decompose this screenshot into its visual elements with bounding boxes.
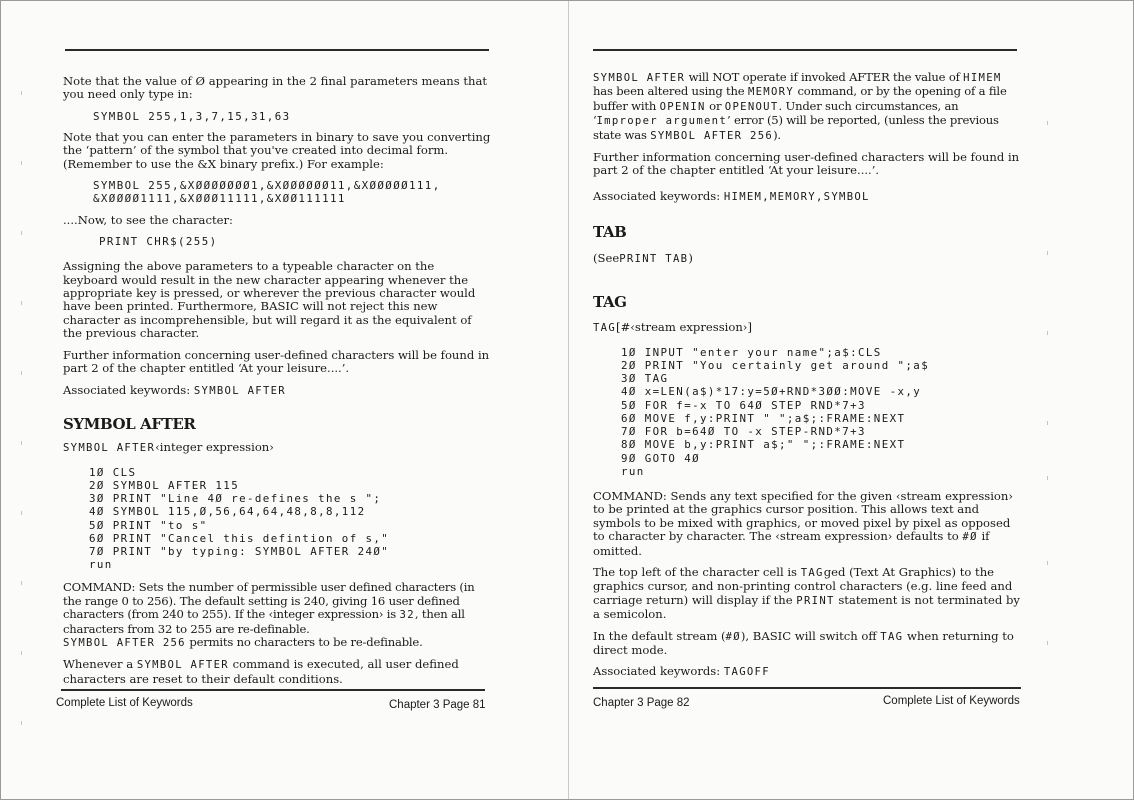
code-line: &XØØØØ1111,&XØØØ11111,&XØØ111111	[93, 192, 346, 206]
text: command, or by the opening of a file buffer with	[593, 84, 1007, 113]
text: ’ error (5) will be reported, (unless the previous state was	[593, 113, 999, 142]
paragraph: Further information concerning user-defined characters will be found in part 2 of the chapter entitled ‘At your leisure....’.	[593, 150, 1020, 178]
right-page-content	[593, 71, 1021, 688]
inline-keyword: SYMBOL AFTER 256	[650, 129, 774, 142]
assoc-keywords: TAGOFF	[723, 666, 770, 679]
text: In the default stream (	[593, 628, 726, 643]
footer-title: Complete List of Keywords	[56, 697, 193, 709]
text: ), BASIC will switch off	[740, 628, 881, 643]
section-heading: TAG	[593, 293, 627, 312]
inline-keyword: PRINT TAB	[619, 252, 689, 265]
inline-keyword: Improper argument	[596, 115, 728, 128]
scan-mark	[21, 651, 22, 655]
paragraph	[593, 71, 1021, 143]
scan-mark	[21, 301, 22, 305]
text: if omitted.	[593, 529, 990, 558]
code-line: SYMBOL 255,&XØØØØØØØ1,&XØØØØØØ11,&XØØØØØ111,	[93, 179, 441, 193]
text: (See	[593, 250, 620, 265]
text: . Under such circumstances, an ‘	[593, 98, 959, 128]
text: , then all characters from 32 to 255 are re-definable.	[63, 607, 465, 636]
code-line: 6Ø PRINT "Cancel this defintion of s,"	[89, 531, 390, 545]
inline-keyword: SYMBOL AFTER 256	[63, 636, 186, 649]
associated-keywords	[593, 190, 1021, 204]
inline-keyword: TAG	[800, 566, 824, 579]
syntax-param: ‹integer expression›	[155, 440, 274, 455]
syntax-keyword: TAG	[593, 322, 617, 335]
text: ).	[773, 127, 781, 142]
text: ged (Text At Graphics) to the graphics cursor, and non-printing control characters (e.g. line feed and carriage return) will display if the	[593, 564, 1013, 607]
syntax-keyword: SYMBOL AFTER	[63, 442, 156, 455]
assoc-label: Associated keywords:	[63, 382, 191, 397]
code-line: 3Ø TAG	[621, 372, 669, 386]
text: )	[688, 250, 693, 265]
code-line: run	[621, 464, 645, 478]
footer-page-number: Chapter 3 Page 81	[389, 699, 486, 711]
inline-keyword: SYMBOL AFTER	[136, 659, 229, 672]
scan-mark	[21, 511, 22, 515]
paragraph: Further information concerning user-defined characters will be found in part 2 of the chapter entitled ‘At your leisure....’.	[63, 347, 490, 376]
top-rule	[593, 49, 1017, 51]
inline-keyword: #Ø	[725, 630, 741, 643]
text: or	[705, 98, 725, 113]
assoc-label: Associated keywords:	[593, 664, 721, 679]
assoc-label: Associated keywords:	[593, 188, 721, 203]
section-heading: TAB	[593, 223, 627, 242]
scan-mark	[21, 161, 22, 165]
text: will NOT operate if invoked AFTER the value of	[685, 70, 964, 84]
text: command is executed, all user defined characters are reset to their default conditions.	[63, 657, 459, 686]
footer-page-number: Chapter 3 Page 82	[593, 697, 690, 709]
inline-keyword: #Ø	[962, 531, 978, 544]
code-line: 1Ø INPUT "enter your name";a$:CLS	[621, 345, 882, 359]
code-line: 7Ø PRINT "by typing: SYMBOL AFTER 24Ø"	[89, 544, 390, 558]
code-line: 2Ø PRINT "You certainly get around ";a$	[621, 359, 930, 373]
code-line: 6Ø MOVE f,y:PRINT " ";a$;:FRAME:NEXT	[621, 411, 906, 425]
code-line: 4Ø x=LEN(a$)*17:y=5Ø+RND*3ØØ:MOVE -x,y	[621, 385, 922, 399]
paragraph	[63, 658, 491, 686]
code-line: 5Ø FOR f=-x TO 64Ø STEP RND*7+3	[621, 398, 866, 412]
see-also	[593, 252, 1021, 266]
inline-keyword: OPENIN	[659, 100, 706, 113]
scan-mark	[1047, 641, 1048, 645]
syntax-line	[63, 441, 491, 455]
text: COMMAND: Sends any text specified for the given ‹stream expression› to be printed at the graphics cursor position. This allows text and symbols to be mixed with graphics, or moved pixel by pixel as opposed to character by character. The ‹stream expression› defaults to	[593, 488, 1014, 544]
code-line: 7Ø FOR b=64Ø TO -x STEP-RND*7+3	[621, 425, 866, 439]
paragraph	[63, 581, 491, 650]
inline-keyword: HIMEM	[963, 72, 1002, 84]
bottom-rule	[61, 689, 485, 691]
paragraph	[593, 630, 1021, 658]
code-line: 2Ø SYMBOL AFTER 115	[89, 478, 240, 492]
inline-keyword: SYMBOL AFTER	[593, 72, 686, 84]
text: permits no characters to be re-definable.	[185, 634, 423, 649]
text: Whenever a	[63, 657, 134, 672]
paragraph: Note that you can enter the parameters in binary to save you converting the ‘pattern’ of the symbol that you've created into decimal form. (Remember to use the &X binary prefix.) For example:	[63, 130, 491, 171]
code-line: 9Ø GOTO 4Ø	[621, 451, 701, 465]
syntax-line	[593, 321, 1021, 335]
inline-keyword: MEMORY	[747, 86, 795, 99]
scan-mark	[21, 581, 22, 585]
bottom-rule	[593, 687, 1021, 689]
scan-mark	[1047, 121, 1048, 125]
code-line: run	[89, 558, 113, 572]
inline-value: 32	[399, 609, 415, 622]
code-block	[93, 179, 491, 205]
paragraph	[593, 566, 1021, 622]
section-heading: SYMBOL AFTER	[63, 414, 196, 433]
scan-mark	[1047, 331, 1048, 335]
scan-mark	[1047, 251, 1048, 255]
associated-keywords	[593, 665, 1021, 679]
text: The top left of the character cell is	[593, 564, 801, 579]
paragraph	[593, 490, 1021, 558]
code-line: SYMBOL 255,1,3,7,15,31,63	[93, 109, 291, 123]
code-line: 4Ø SYMBOL 115,Ø,56,64,64,48,8,8,112	[89, 505, 366, 519]
inline-keyword: PRINT	[796, 594, 835, 607]
scan-mark	[1047, 561, 1048, 565]
left-page	[1, 1, 567, 799]
code-line: 3Ø PRINT "Line 4Ø re-defines the s ";	[89, 492, 382, 506]
right-page	[569, 1, 1133, 799]
paragraph: ....Now, to see the character:	[63, 212, 233, 227]
scan-mark	[21, 231, 22, 235]
code-line: PRINT CHR$(255)	[99, 235, 218, 249]
scan-mark	[21, 91, 22, 95]
text: statement is not terminated by a semicolon.	[593, 592, 1020, 622]
scan-mark	[21, 721, 22, 725]
scan-mark	[1047, 476, 1048, 480]
scan-mark	[21, 371, 22, 375]
text: COMMAND: Sets the number of permissible user defined characters (in the range 0 to 256). The default setting is 240, giving 16 user defined characters (from 240 to 255). If the ‹integer expression› is	[63, 580, 475, 622]
footer-title: Complete List of Keywords	[883, 695, 1020, 707]
code-line: 5Ø PRINT "to s"	[89, 518, 208, 532]
code-listing	[621, 346, 1021, 478]
paragraph: Note that the value of Ø appearing in the 2 final parameters means that you need only type in:	[63, 74, 488, 102]
code-line: 1Ø CLS	[89, 465, 137, 479]
scan-mark	[21, 441, 22, 445]
text: has been altered using the	[593, 84, 748, 99]
assoc-keywords: SYMBOL AFTER	[193, 384, 286, 397]
associated-keywords	[63, 384, 491, 398]
code-line: 8Ø MOVE b,y:PRINT a$;" ";:FRAME:NEXT	[621, 438, 906, 452]
assoc-keywords: HIMEM,MEMORY,SYMBOL	[723, 190, 870, 203]
inline-keyword: TAG	[880, 630, 904, 643]
text: when returning to direct mode.	[593, 628, 1014, 657]
syntax-param: [#‹stream expression›]	[616, 320, 752, 335]
code-listing	[89, 466, 491, 572]
left-page-content	[63, 75, 491, 694]
paragraph: Assigning the above parameters to a typeable character on the keyboard would result in the new character appearing whenever the appropriate key is pressed, or wherever the previous character would have been printed. Furthermore, BASIC will not reject this new character as incomprehensible, but will regard it as the equivalent of the previous character.	[63, 259, 476, 341]
top-rule	[65, 49, 489, 51]
scan-mark	[1047, 421, 1048, 425]
inline-keyword: OPENOUT	[724, 100, 779, 113]
